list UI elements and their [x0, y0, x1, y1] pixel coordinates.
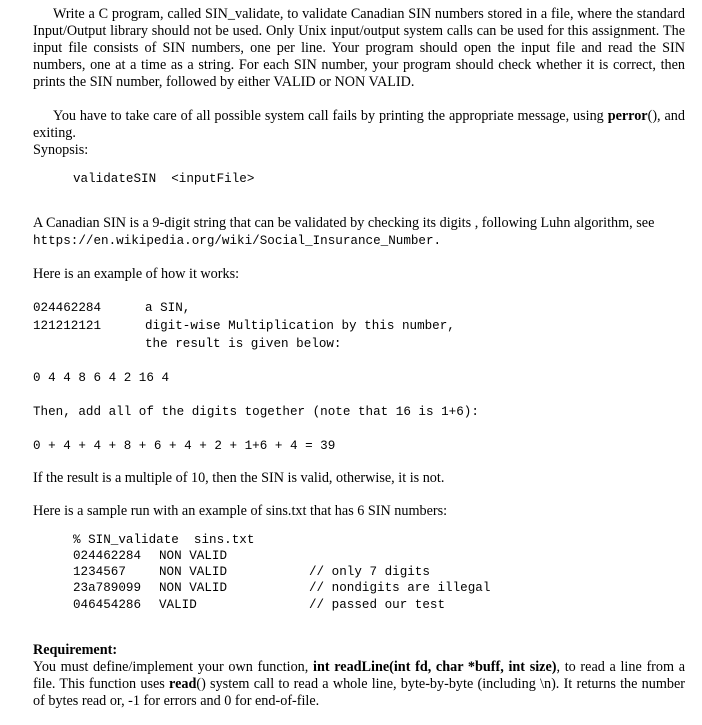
digit-sum: 0 + 4 + 4 + 8 + 6 + 4 + 2 + 1+6 + 4 = 39 — [33, 439, 336, 453]
readline-signature: int readLine(int fd, char *buff, int size) — [313, 659, 557, 675]
requirement-text-1: You must define/implement your own function, — [33, 659, 313, 675]
synopsis-command: validateSIN <inputFile> — [73, 172, 255, 186]
perror-bold: perror — [607, 108, 648, 124]
sample-run-command: % SIN_validate sins.txt — [73, 533, 255, 547]
sample-row-sin: 1234567 — [73, 565, 126, 579]
sample-row-comment: // nondigits are illegal — [309, 581, 491, 595]
requirement-text — [33, 659, 685, 710]
sample-row-sin: 046454286 — [73, 598, 142, 612]
sample-row-status: NON VALID — [159, 549, 228, 563]
validity-rule: If the result is a multiple of 10, then the SIN is valid, otherwise, it is not. — [33, 470, 445, 486]
requirement-text-2: , to read a line from a file. This function uses — [33, 659, 685, 692]
requirement-heading: Requirement: — [33, 642, 118, 658]
sample-row-status: NON VALID — [159, 581, 228, 595]
sample-run-intro: Here is a sample run with an example of sins.txt that has 6 SIN numbers: — [33, 503, 448, 519]
luhn-description: A Canadian SIN is a 9-digit string that can be validated by checking its digits , following Luhn algorithm, see — [33, 215, 655, 231]
sample-row-sin: 024462284 — [73, 549, 142, 563]
perror-paragraph — [33, 108, 685, 142]
sample-row-comment: // only 7 digits — [309, 565, 430, 579]
sum-intro: Then, add all of the digits together (note that 16 is 1+6): — [33, 405, 479, 419]
read-call: read — [169, 676, 197, 692]
multiplier-note-2: the result is given below: — [145, 337, 342, 351]
synopsis-label: Synopsis: — [33, 142, 89, 158]
perror-text-before: You have to take care of all possible system call fails by printing the appropriate message, using — [53, 108, 608, 124]
sample-row-status: NON VALID — [159, 565, 228, 579]
multiplier: 121212121 — [33, 319, 102, 333]
sin-example-note: a SIN, — [145, 301, 191, 315]
digit-products: 0 4 4 8 6 4 2 16 4 — [33, 371, 170, 385]
example-intro: Here is an example of how it works: — [33, 266, 240, 282]
sample-row-status: VALID — [159, 598, 197, 612]
intro-paragraph: Write a C program, called SIN_validate, to validate Canadian SIN numbers stored in a file, where the standard Input/Output library should not be used. Only Unix input/output system calls can be used for this assignment. The input file consists of SIN numbers, one per line. Your program should open the input file and read the SIN numbers, one at a time as a string. For each SIN number, your program should check whether it is correct, then prints the SIN number, followed by either VALID or NON VALID. — [33, 6, 685, 90]
requirement-text-3: () system call to read a whole line, byte-by-byte (including \n). It returns the number of bytes read or, -1 for errors and 0 for end-of-file. — [33, 676, 685, 709]
sample-row-comment: // passed our test — [309, 598, 446, 612]
perror-text-after: (), and exiting. — [33, 108, 685, 141]
sample-row-sin: 23a789099 — [73, 581, 142, 595]
wikipedia-url: https://en.wikipedia.org/wiki/Social_Insurance_Number. — [33, 234, 442, 248]
sin-example: 024462284 — [33, 301, 102, 315]
multiplier-note-1: digit-wise Multiplication by this number, — [145, 319, 455, 333]
